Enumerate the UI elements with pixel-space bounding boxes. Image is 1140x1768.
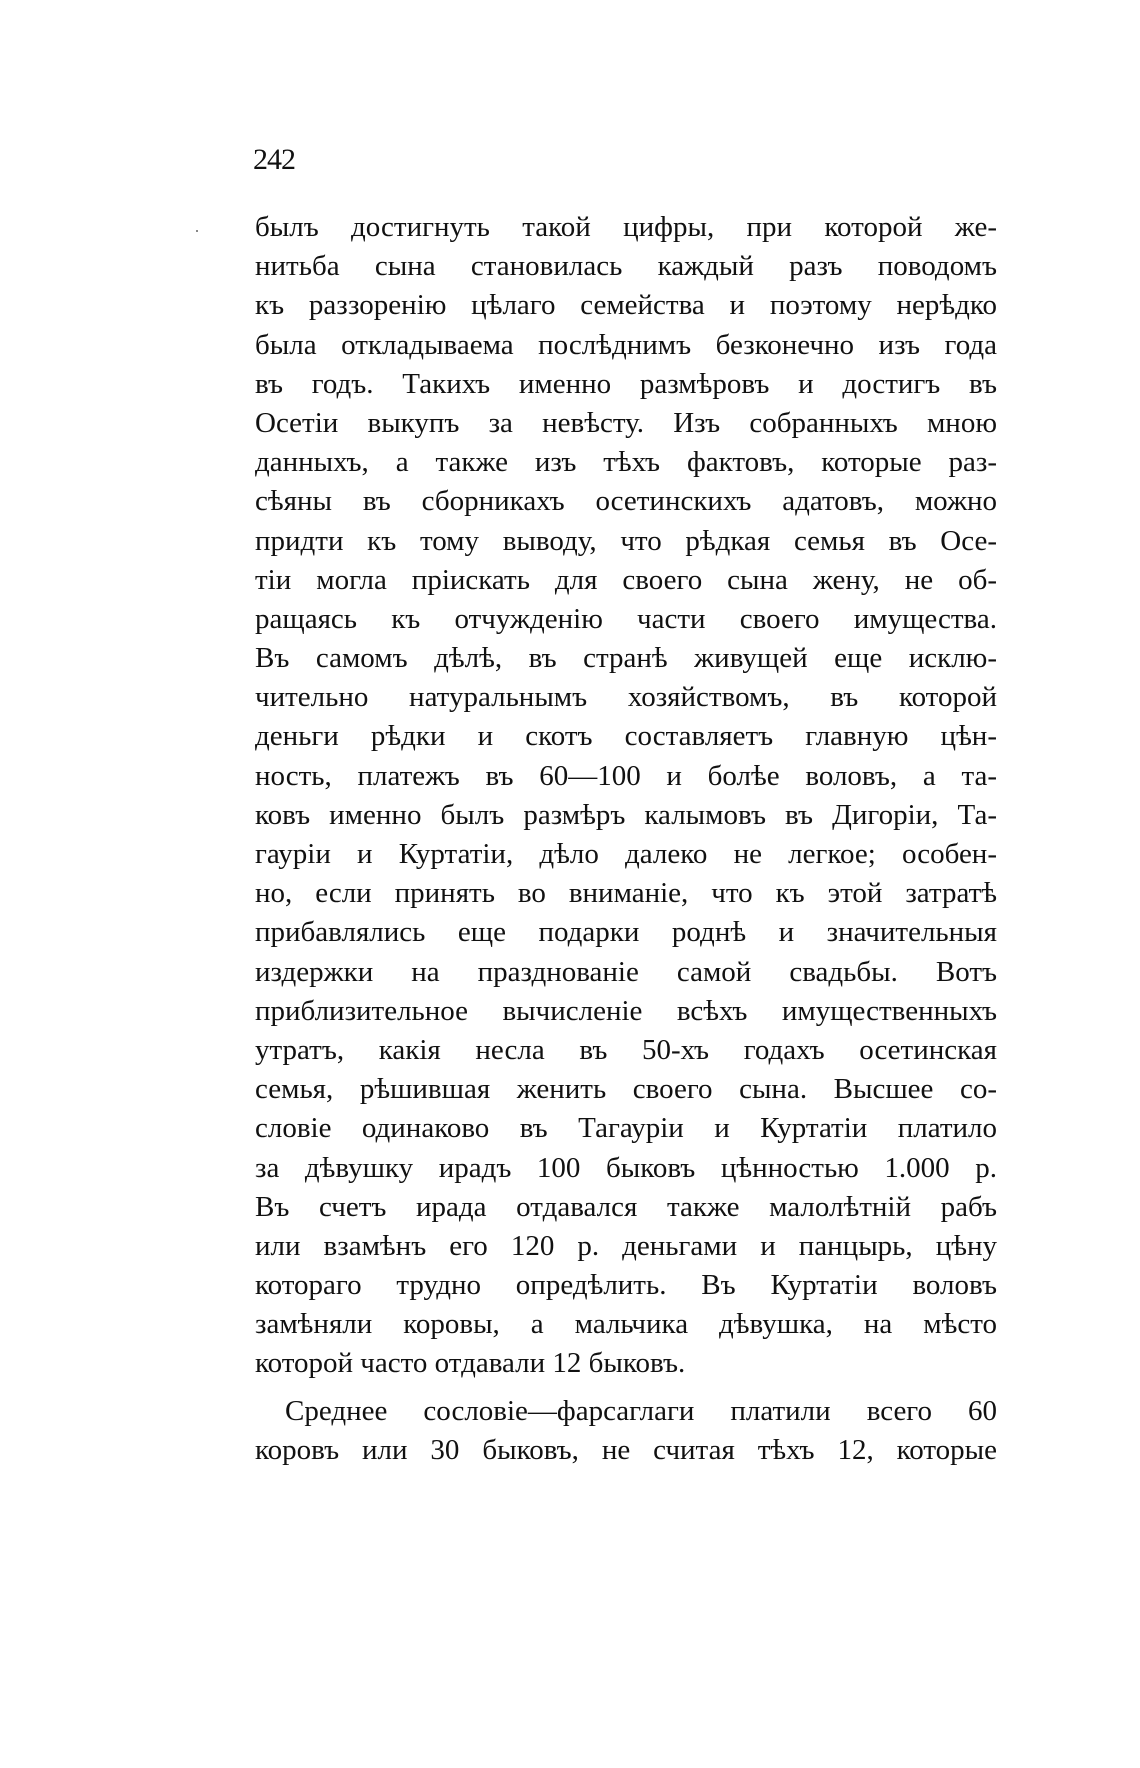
text-line: въ годъ. Такихъ именно размѣровъ и достигъ въ [255,367,997,400]
text-line: нитьба сына становилась каждый разъ поводомъ [255,250,997,283]
text-line: семья, рѣшившая женить своего сына. Высшее со- [255,1073,997,1106]
paragraph-1 [255,208,997,1384]
page-number: 242 [253,143,295,176]
text-line: но, если принять во вниманіе, что къ этой затратѣ [255,877,997,910]
text-line: коровъ или 30 быковъ, не считая тѣхъ 12, которые [255,1433,997,1466]
text-line: ность, платежъ въ 60—100 и болѣе воловъ, а та- [255,759,997,792]
text-line: Осетіи выкупъ за невѣсту. Изъ собранныхъ мною [255,406,997,439]
text-line: былъ достигнуть такой цифры, при которой же- [255,211,997,243]
text-line: къ раззоренію цѣлаго семейства и поэтому нерѣдко [255,289,997,322]
text-line: утратъ, какія несла въ 50-хъ годахъ осетинская [255,1033,997,1066]
text-line: Въ счетъ ирада отдавался также малолѣтній рабъ [255,1190,997,1223]
paragraph-gap [255,1384,997,1392]
text-line: которой часто отдавали 12 быковъ. [255,1347,686,1380]
text-line: чительно натуральнымъ хозяйствомъ, въ которой [255,681,997,714]
text-line: сѣяны въ сборникахъ осетинскихъ адатовъ, можно [255,485,997,518]
text-line: прибавлялись еще подарки роднѣ и значительныя [255,916,997,949]
text-line: словіе одинаково въ Тагауріи и Куртатіи платило [255,1112,997,1145]
text-line: за дѣвушку ирадъ 100 быковъ цѣнностью 1.000 р. [255,1151,997,1184]
text-line: данныхъ, а также изъ тѣхъ фактовъ, которые раз- [255,446,997,479]
text-line: тіи могла пріискать для своего сына жену, не об- [255,563,997,596]
text-line: приблизительное вычисленіе всѣхъ имущественныхъ [255,994,997,1027]
paragraph-2 [255,1392,997,1470]
text-line: ращаясь къ отчужденію части своего имущества. [255,602,997,635]
text-line: котораго трудно опредѣлить. Въ Куртатіи воловъ [255,1269,997,1302]
scan-speck [196,230,198,232]
text-line: гауріи и Куртатіи, дѣло далеко не легкое; особен- [255,838,997,870]
text-line: издержки на празднованіе самой свадьбы. Вотъ [255,955,997,988]
body-text [255,208,997,1470]
text-line: деньги рѣдки и скотъ составляетъ главную цѣн- [255,720,997,753]
text-line: Среднее сословіе—фарсаглаги платили всего 60 [285,1394,997,1427]
text-line: Въ самомъ дѣлѣ, въ странѣ живущей еще исклю- [255,642,997,675]
text-line: замѣняли коровы, а мальчика дѣвушка, на мѣсто [255,1308,997,1341]
text-line: ковъ именно былъ размѣръ калымовъ въ Дигоріи, Та- [255,798,997,831]
text-line: придти къ тому выводу, что рѣдкая семья въ Осе- [255,524,997,557]
text-line: была откладываема послѣднимъ безконечно изъ года [255,328,997,361]
text-line: или взамѣнъ его 120 р. деньгами и панцырь, цѣну [255,1229,997,1262]
